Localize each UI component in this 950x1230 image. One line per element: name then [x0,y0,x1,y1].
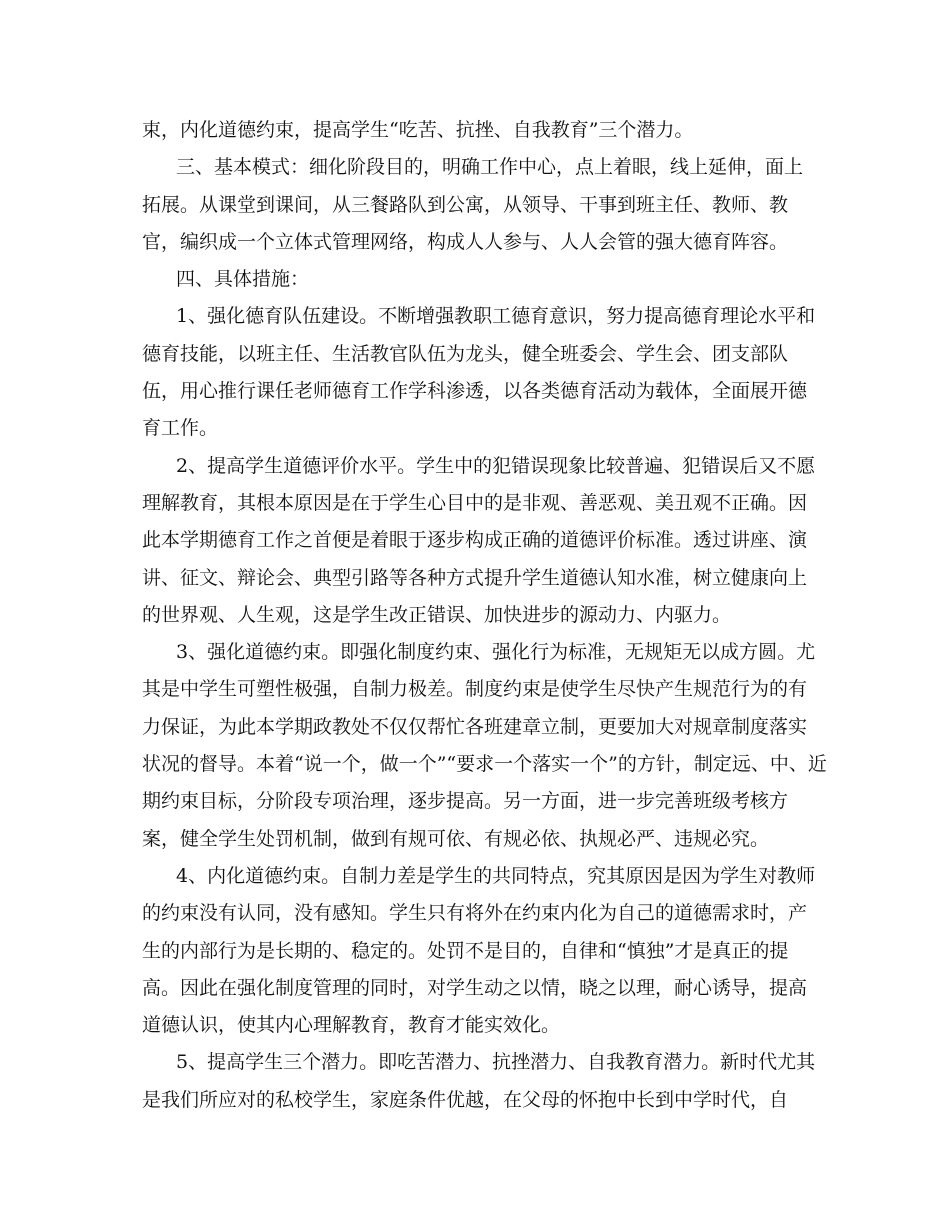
text-line: 三、基本模式：细化阶段目的，明确工作中心，点上着眼，线上延伸，面上 [176,156,804,179]
text-line: 4、内化道德约束。自制力差是学生的共同特点，究其原因是因为学生对教师 [176,864,816,887]
text-line: 此本学期德育工作之首便是着眼于逐步构成正确的道德评价标准。透过讲座、演 [142,529,808,552]
text-line: 力保证，为此本学期政教处不仅仅帮忙各班建章立制，更要加大对规章制度落实 [142,715,808,738]
text-line: 案，健全学生处罚机制，做到有规可依、有规必依、执规必严、违规必究。 [142,827,770,850]
text-line: 四、具体措施： [176,268,310,291]
text-line: 德育技能，以班主任、生活教官队伍为龙头，健全班委会、学生会、团支部队 [142,342,789,365]
text-line: 的世界观、人生观，这是学生改正错误、加快进步的源动力、内驱力。 [142,603,732,626]
text-line: 高。因此在强化制度管理的同时，对学生动之以情，晓之以理，耐心诱导，提高 [142,976,808,999]
text-line: 道德认识，使其内心理解教育，教育才能实效化。 [142,1014,561,1037]
text-line: 5、提高学生三个潜力。即吃苦潜力、抗挫潜力、自我教育潜力。新时代尤其 [176,1051,816,1074]
text-line: 状况的督导。本着“说一个，做一个”“要求一个落实一个”的方针，制定远、中、近 [142,753,827,776]
text-line: 期约束目标，分阶段专项治理，逐步提高。另一方面，进一步完善班级考核方 [142,790,789,813]
text-line: 2、提高学生道德评价水平。学生中的犯错误现象比较普遍、犯错误后又不愿 [176,454,816,477]
text-line: 生的内部行为是长期的、稳定的。处罚不是目的，自律和“慎独”才是真正的提 [142,939,789,962]
text-line: 的约束没有认同，没有感知。学生只有将外在约束内化为自己的道德需求时，产 [142,902,808,925]
text-line: 理解教育，其根本原因是在于学生心目中的是非观、善恶观、美丑观不正确。因 [142,491,808,514]
text-line: 是我们所应对的私校学生，家庭条件优越，在父母的怀抱中长到中学时代，自 [142,1088,789,1111]
text-line: 官，编织成一个立体式管理网络，构成人人参与、人人会管的强大德育阵容。 [142,230,789,253]
text-line: 1、强化德育队伍建设。不断增强教职工德育意识，努力提高德育理论水平和 [176,305,816,328]
text-line: 束，内化道德约束，提高学生“吃苦、抗挫、自我教育”三个潜力。 [142,119,694,141]
text-line: 伍，用心推行课任老师德育工作学科渗透，以各类德育活动为载体，全面展开德 [142,380,808,403]
document-body [142,112,827,1119]
text-line: 讲、征文、辩论会、典型引路等各种方式提升学生道德认知水准，树立健康向上 [142,566,808,589]
text-line: 育工作。 [142,417,219,440]
text-line: 其是中学生可塑性极强，自制力极差。制度约束是使学生尽快产生规范行为的有 [142,678,808,701]
text-line: 3、强化道德约束。即强化制度约束、强化行为标准，无规矩无以成方圆。尤 [176,641,816,664]
text-line: 拓展。从课堂到课间，从三餐路队到公寓，从领导、干事到班主任、教师、教 [142,193,789,216]
